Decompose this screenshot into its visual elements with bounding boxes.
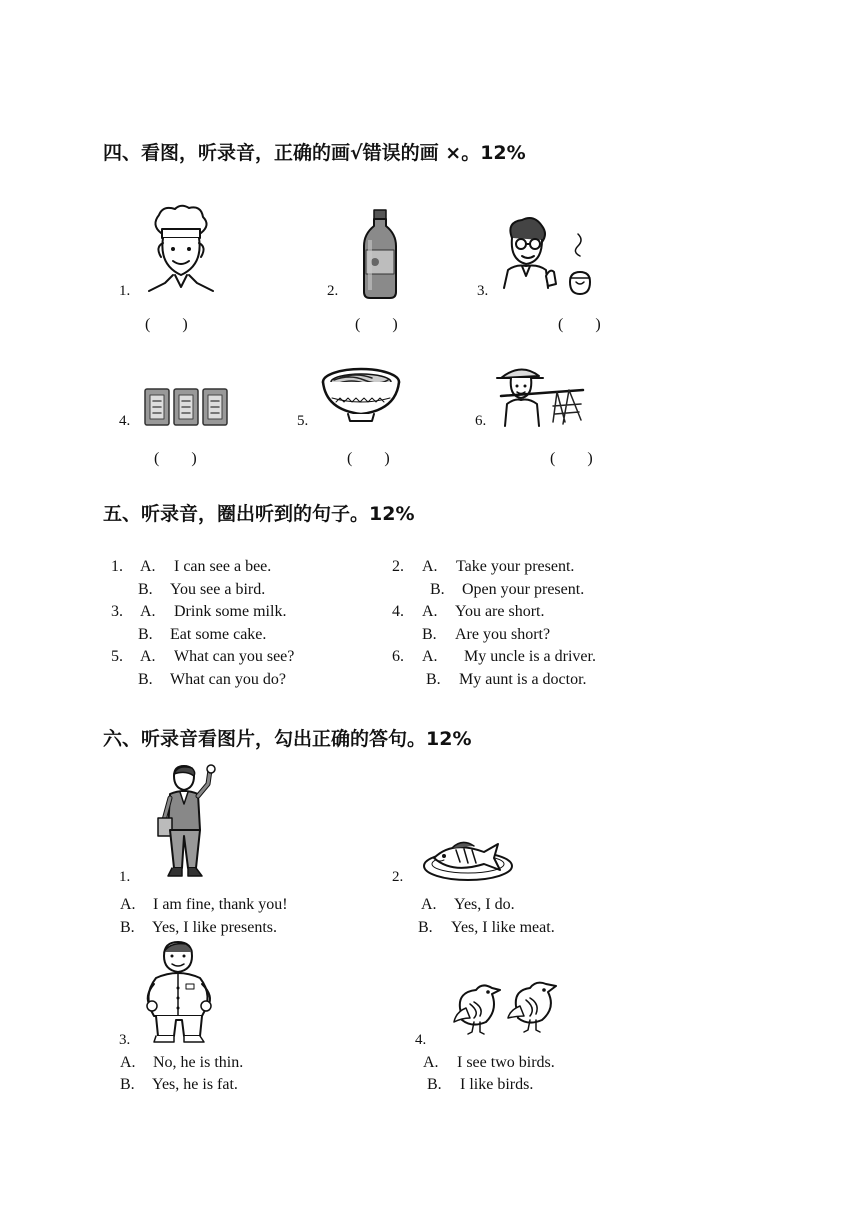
farmer-icon — [495, 362, 587, 428]
s4-item3-answer-blank[interactable]: ( ) — [558, 316, 601, 333]
bottle-icon — [360, 210, 400, 300]
s6-item4-option-a-text[interactable]: I see two birds. — [457, 1054, 555, 1071]
s5-item2-option-a-text[interactable]: Take your present. — [456, 558, 575, 575]
noodle-bowl-icon — [320, 366, 402, 424]
old-man-noodles-icon — [500, 216, 600, 298]
s6-item4-option-a-label[interactable]: A. — [423, 1054, 439, 1071]
s5-item2-option-a-label[interactable]: A. — [422, 558, 438, 575]
s6-item3-option-a-label[interactable]: A. — [120, 1054, 136, 1071]
s4-item5-answer-blank[interactable]: ( ) — [347, 450, 390, 467]
section5-heading: 五、听录音，圈出听到的句子。12% — [103, 503, 415, 525]
tickets-icon — [143, 385, 229, 429]
s5-item6-option-a-text[interactable]: My uncle is a driver. — [464, 648, 596, 665]
s6-item2-option-a-label[interactable]: A. — [421, 896, 437, 913]
s5-item2-number: 2. — [392, 558, 404, 575]
s6-item4-number: 4. — [415, 1032, 427, 1048]
chef-icon — [145, 203, 217, 295]
s5-item4-option-a-text[interactable]: You are short. — [455, 603, 545, 620]
s4-item4-number: 4. — [119, 413, 131, 429]
s6-item3-number: 3. — [119, 1032, 131, 1048]
fat-man-icon — [140, 940, 218, 1046]
s6-item1-option-a-text[interactable]: I am fine, thank you! — [153, 896, 288, 913]
s4-item5-number: 5. — [297, 413, 309, 429]
s6-item2-option-b-label[interactable]: B. — [418, 919, 433, 936]
s4-item4-answer-blank[interactable]: ( ) — [154, 450, 197, 467]
s5-item2-option-b-text[interactable]: Open your present. — [462, 581, 585, 598]
s5-item5-option-a-label[interactable]: A. — [140, 648, 156, 665]
s6-item4-option-b-text[interactable]: I like birds. — [460, 1076, 534, 1093]
s4-item2-number: 2. — [327, 283, 339, 299]
s6-item4-option-b-label[interactable]: B. — [427, 1076, 442, 1093]
s5-item6-option-b-text[interactable]: My aunt is a doctor. — [459, 671, 587, 688]
s6-item3-option-b-label[interactable]: B. — [120, 1076, 135, 1093]
s6-item1-number: 1. — [119, 869, 131, 885]
s6-item1-option-a-label[interactable]: A. — [120, 896, 136, 913]
s5-item1-option-b-label[interactable]: B. — [138, 581, 153, 598]
s6-item2-option-b-text[interactable]: Yes, I like meat. — [451, 919, 555, 936]
s5-item1-option-b-text[interactable]: You see a bird. — [170, 581, 266, 598]
s5-item1-option-a-text[interactable]: I can see a bee. — [174, 558, 272, 575]
s5-item3-option-b-label[interactable]: B. — [138, 626, 153, 643]
s5-item4-number: 4. — [392, 603, 404, 620]
s4-item2-answer-blank[interactable]: ( ) — [355, 316, 398, 333]
s5-item4-option-b-text[interactable]: Are you short? — [455, 626, 551, 643]
s6-item1-option-b-text[interactable]: Yes, I like presents. — [152, 919, 278, 936]
s4-item1-answer-blank[interactable]: ( ) — [145, 316, 188, 333]
s4-item3-number: 3. — [477, 283, 489, 299]
section4-heading: 四、看图，听录音，正确的画√错误的画 ×。12% — [103, 142, 526, 164]
s5-item3-number: 3. — [111, 603, 123, 620]
s5-item6-option-a-label[interactable]: A. — [422, 648, 438, 665]
s5-item5-option-a-text[interactable]: What can you see? — [174, 648, 295, 665]
s5-item1-option-a-label[interactable]: A. — [140, 558, 156, 575]
s4-item6-number: 6. — [475, 413, 487, 429]
s5-item5-option-b-label[interactable]: B. — [138, 671, 153, 688]
s4-item1-number: 1. — [119, 283, 131, 299]
s5-item1-number: 1. — [111, 558, 123, 575]
s5-item3-option-a-label[interactable]: A. — [140, 603, 156, 620]
s5-item5-number: 5. — [111, 648, 123, 665]
s5-item6-number: 6. — [392, 648, 404, 665]
s6-item1-option-b-label[interactable]: B. — [120, 919, 135, 936]
s5-item4-option-b-label[interactable]: B. — [422, 626, 437, 643]
fish-plate-icon — [422, 836, 514, 882]
waving-man-icon — [156, 764, 220, 882]
s5-item2-option-b-label[interactable]: B. — [430, 581, 445, 598]
s5-item6-option-b-label[interactable]: B. — [426, 671, 441, 688]
s5-item4-option-a-label[interactable]: A. — [422, 603, 438, 620]
s6-item2-option-a-text[interactable]: Yes, I do. — [454, 896, 515, 913]
two-birds-icon — [452, 978, 568, 1038]
s5-item3-option-a-text[interactable]: Drink some milk. — [174, 603, 287, 620]
s5-item5-option-b-text[interactable]: What can you do? — [170, 671, 286, 688]
s6-item2-number: 2. — [392, 869, 404, 885]
s6-item3-option-a-text[interactable]: No, he is thin. — [153, 1054, 244, 1071]
s5-item3-option-b-text[interactable]: Eat some cake. — [170, 626, 267, 643]
s6-item3-option-b-text[interactable]: Yes, he is fat. — [152, 1076, 238, 1093]
section6-heading: 六、听录音看图片，勾出正确的答句。12% — [103, 728, 472, 750]
s4-item6-answer-blank[interactable]: ( ) — [550, 450, 593, 467]
